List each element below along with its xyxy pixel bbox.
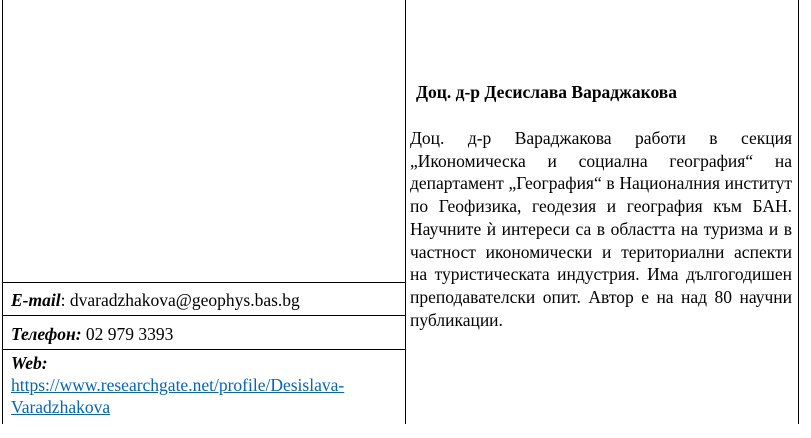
- email-separator: :: [60, 290, 66, 310]
- web-link-line1: https://www.researchgate.net/profile/Desislava-: [11, 375, 345, 395]
- table-border-right: [798, 0, 799, 424]
- row-divider-phone-top: [2, 315, 406, 316]
- row-divider-email-top: [2, 282, 406, 283]
- web-label: Web:: [11, 353, 48, 373]
- web-link[interactable]: [11, 375, 344, 417]
- phone-value: 02 979 3393: [85, 324, 174, 344]
- email-row: [11, 289, 300, 311]
- email-value: dvaradzhakova@geophys.bas.bg: [69, 290, 300, 310]
- email-label: E-mail: [11, 290, 61, 310]
- web-link-line2: Varadzhakova: [11, 397, 111, 417]
- profile-bio: Доц. д-р Вараджакова работи в секция „Икономическа и социална география“ на департамент „География“ в Националния институт по Геофизика, геодезия и география към БАН. Научните ѝ интереси са в областта на туризма и в частност икономически и териториални аспекти на туристическата индустрия. Има дългогодишен преподавателски опит. Автор е на над 80 научни публикации.: [410, 128, 792, 330]
- profile-name: Доц. д-р Десислава Вараджакова: [416, 82, 677, 102]
- row-divider-web-top: [2, 349, 406, 350]
- phone-row: [11, 323, 173, 345]
- web-row: [11, 352, 344, 418]
- phone-label: Телефон:: [11, 324, 82, 344]
- table-border-middle: [405, 0, 406, 424]
- table-border-left: [2, 0, 3, 424]
